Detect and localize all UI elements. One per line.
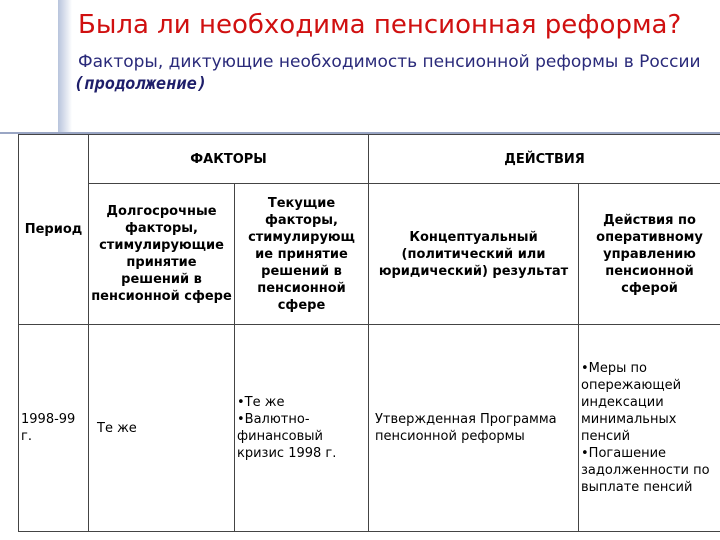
current-factors-cell — [235, 325, 369, 532]
current-factors-header: Текущие факторы, стимулирующ ие принятие решений в пенсионной сфере — [235, 184, 369, 325]
conceptual-result-header: Концептуальный (политический или юридический) результат — [369, 184, 579, 325]
slide-subtitle: Факторы, диктующие необходимость пенсионной реформы в России — [78, 52, 701, 72]
list-item: • Погашение задолженности по выплате пенсий — [581, 445, 718, 496]
reform-factors-table — [18, 134, 720, 532]
list-item: • Меры по опережающей индексации минимальных пенсий — [581, 360, 718, 445]
operational-actions-list — [581, 360, 718, 496]
slide-subtitle-continuation: (продолжение) — [74, 74, 208, 94]
operational-actions-header: Действия по оперативному управлению пенсионной сферой — [579, 184, 720, 325]
actions-header: ДЕЙСТВИЯ — [369, 135, 720, 184]
long-term-cell: Те же — [89, 325, 235, 532]
factors-header: ФАКТОРЫ — [89, 135, 369, 184]
period-cell: 1998-99 г. — [19, 325, 89, 532]
operational-actions-cell — [579, 325, 720, 532]
table-row — [19, 325, 720, 532]
decor-vertical-bar — [58, 0, 72, 132]
current-factors-list — [237, 394, 366, 462]
list-item: • Валютно-финансовый кризис 1998 г. — [237, 411, 366, 462]
slide-title: Была ли необходима пенсионная реформа? — [78, 10, 682, 40]
long-term-factors-header: Долгосрочные факторы, стимулирующие принятие решений в пенсионной сфере — [89, 184, 235, 325]
list-item: • Те же — [237, 394, 366, 411]
period-header: Период — [19, 135, 89, 325]
result-cell: Утвержденная Программа пенсионной реформы — [369, 325, 579, 532]
